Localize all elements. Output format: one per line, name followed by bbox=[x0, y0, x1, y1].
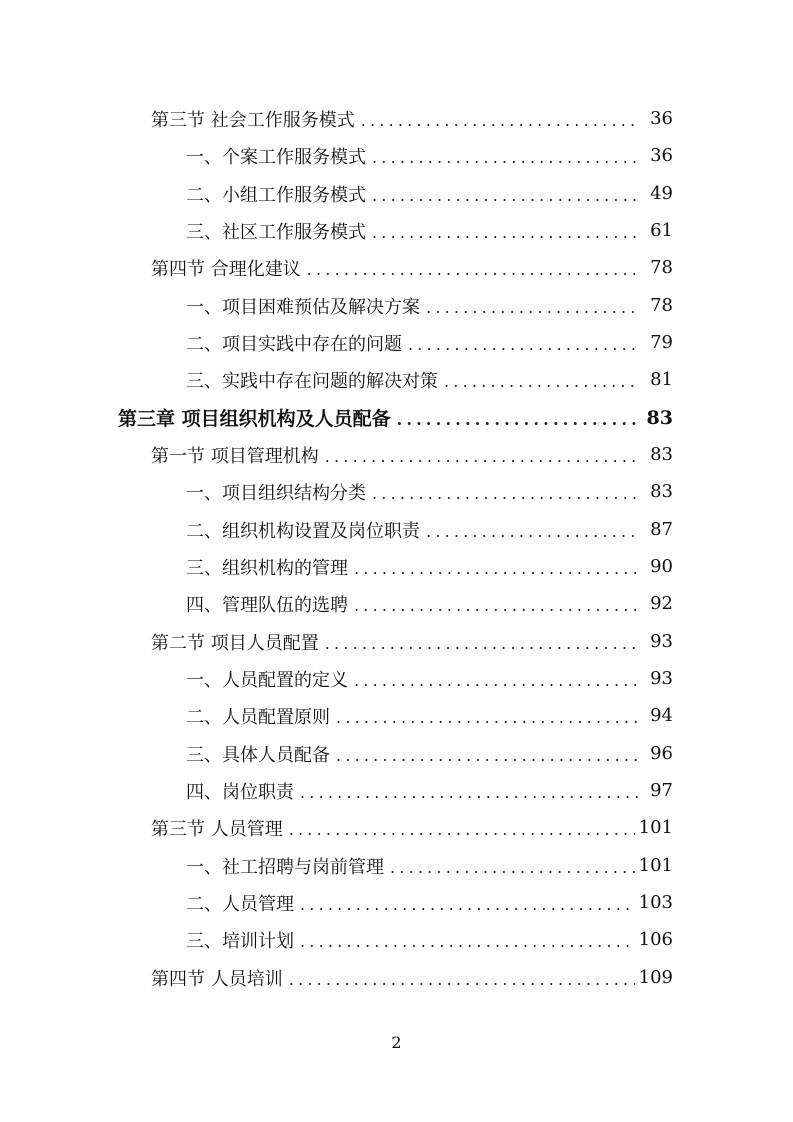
dot-leader bbox=[325, 632, 639, 652]
toc-entry-label: 三、实践中存在问题的解决对策 bbox=[186, 370, 438, 392]
page-number: 2 bbox=[391, 1033, 402, 1052]
toc-entry-label: 三、组织机构的管理 bbox=[186, 557, 348, 579]
dot-leader bbox=[354, 594, 639, 614]
toc-chapter-entry[interactable] bbox=[118, 399, 673, 436]
toc-entry-page: 101 bbox=[638, 817, 673, 838]
toc-entry-label: 一、项目困难预估及解决方案 bbox=[186, 296, 420, 318]
toc-entry[interactable] bbox=[186, 175, 673, 212]
toc-entry-page: 49 bbox=[650, 183, 673, 204]
toc-entry-label: 一、个案工作服务模式 bbox=[186, 146, 366, 168]
toc-entry-page: 106 bbox=[638, 929, 673, 950]
dot-leader bbox=[444, 370, 639, 390]
toc-entry-page: 83 bbox=[646, 406, 673, 429]
dot-leader bbox=[289, 818, 635, 838]
toc-entry-page: 81 bbox=[650, 369, 673, 390]
dot-leader bbox=[372, 482, 639, 502]
toc-entry[interactable] bbox=[186, 772, 673, 809]
dot-leader bbox=[426, 296, 639, 316]
toc-entry[interactable] bbox=[186, 137, 673, 174]
toc-entry-page: 92 bbox=[650, 593, 673, 614]
toc-entry-label: 二、小组工作服务模式 bbox=[186, 184, 366, 206]
toc-entry[interactable] bbox=[186, 697, 673, 734]
toc-entry[interactable] bbox=[151, 959, 673, 996]
dot-leader bbox=[289, 968, 635, 988]
dot-leader bbox=[354, 557, 639, 577]
toc-entry-label: 二、人员配置原则 bbox=[186, 706, 330, 728]
toc-entry-label: 一、社工招聘与岗前管理 bbox=[186, 856, 384, 878]
toc-entry[interactable] bbox=[151, 623, 673, 660]
dot-leader bbox=[361, 109, 639, 129]
toc-entry[interactable] bbox=[151, 249, 673, 286]
toc-entry[interactable] bbox=[186, 884, 673, 921]
dot-leader bbox=[307, 258, 639, 278]
toc-entry[interactable] bbox=[186, 287, 673, 324]
toc-entry-page: 87 bbox=[650, 519, 673, 540]
toc-entry-label: 二、人员管理 bbox=[186, 893, 294, 915]
toc-entry[interactable] bbox=[186, 660, 673, 697]
toc-entry-label: 一、人员配置的定义 bbox=[186, 669, 348, 691]
toc-entry-label: 三、培训计划 bbox=[186, 930, 294, 952]
dot-leader bbox=[300, 781, 639, 801]
toc-entry-page: 93 bbox=[650, 631, 673, 652]
toc-entry-page: 109 bbox=[638, 967, 673, 988]
toc-entry-label: 二、项目实践中存在的问题 bbox=[186, 333, 402, 355]
toc-entry[interactable] bbox=[186, 324, 673, 361]
toc-entry[interactable] bbox=[186, 361, 673, 398]
toc-entry-label: 第一节 项目管理机构 bbox=[151, 445, 319, 467]
dot-leader bbox=[372, 184, 639, 204]
toc-entry-label: 第三章 项目组织机构及人员配备 bbox=[118, 408, 391, 430]
toc-entry[interactable] bbox=[186, 548, 673, 585]
toc-entry-page: 103 bbox=[638, 892, 673, 913]
toc-entry[interactable] bbox=[186, 847, 673, 884]
toc-entry[interactable] bbox=[186, 473, 673, 510]
toc-entry-label: 二、组织机构设置及岗位职责 bbox=[186, 520, 420, 542]
toc-entry-page: 101 bbox=[638, 855, 673, 876]
toc-entry-label: 三、具体人员配备 bbox=[186, 744, 330, 766]
toc-entry[interactable] bbox=[151, 100, 673, 137]
dot-leader bbox=[300, 930, 635, 950]
toc-entry[interactable] bbox=[151, 436, 673, 473]
toc-entry-page: 36 bbox=[650, 145, 673, 166]
toc-entry-label: 第四节 人员培训 bbox=[151, 968, 283, 990]
dot-leader bbox=[336, 706, 639, 726]
toc-entry[interactable] bbox=[186, 212, 673, 249]
dot-leader bbox=[408, 333, 639, 353]
dot-leader bbox=[397, 408, 639, 428]
dot-leader bbox=[325, 445, 639, 465]
toc-entry-page: 90 bbox=[650, 556, 673, 577]
toc-entry-label: 四、岗位职责 bbox=[186, 781, 294, 803]
toc-entry-label: 第三节 人员管理 bbox=[151, 818, 283, 840]
toc-entry-label: 四、管理队伍的选聘 bbox=[186, 594, 348, 616]
toc-entry[interactable] bbox=[186, 735, 673, 772]
toc-entry-page: 83 bbox=[650, 481, 673, 502]
dot-leader bbox=[300, 893, 635, 913]
toc-entry[interactable] bbox=[151, 809, 673, 846]
toc-entry-page: 79 bbox=[650, 332, 673, 353]
toc-entry-page: 93 bbox=[650, 668, 673, 689]
toc-entry-label: 第四节 合理化建议 bbox=[151, 258, 301, 280]
toc-entry-page: 78 bbox=[650, 295, 673, 316]
dot-leader bbox=[372, 221, 639, 241]
toc-entry-page: 78 bbox=[650, 257, 673, 278]
toc-entry-label: 三、社区工作服务模式 bbox=[186, 221, 366, 243]
toc-entry[interactable] bbox=[186, 511, 673, 548]
toc-entry-label: 第二节 项目人员配置 bbox=[151, 632, 319, 654]
toc-entry[interactable] bbox=[186, 585, 673, 622]
toc-entry-page: 97 bbox=[650, 780, 673, 801]
toc-entry-page: 36 bbox=[650, 108, 673, 129]
toc-entry-page: 96 bbox=[650, 743, 673, 764]
dot-leader bbox=[372, 146, 639, 166]
dot-leader bbox=[336, 744, 639, 764]
dot-leader bbox=[390, 856, 635, 876]
toc-entry-page: 83 bbox=[650, 444, 673, 465]
toc-entry-page: 94 bbox=[650, 705, 673, 726]
toc-entry[interactable] bbox=[186, 921, 673, 958]
dot-leader bbox=[426, 520, 639, 540]
toc-entry-page: 61 bbox=[650, 220, 673, 241]
toc-entry-label: 一、项目组织结构分类 bbox=[186, 482, 366, 504]
toc-entry-label: 第三节 社会工作服务模式 bbox=[151, 109, 355, 131]
dot-leader bbox=[354, 669, 639, 689]
